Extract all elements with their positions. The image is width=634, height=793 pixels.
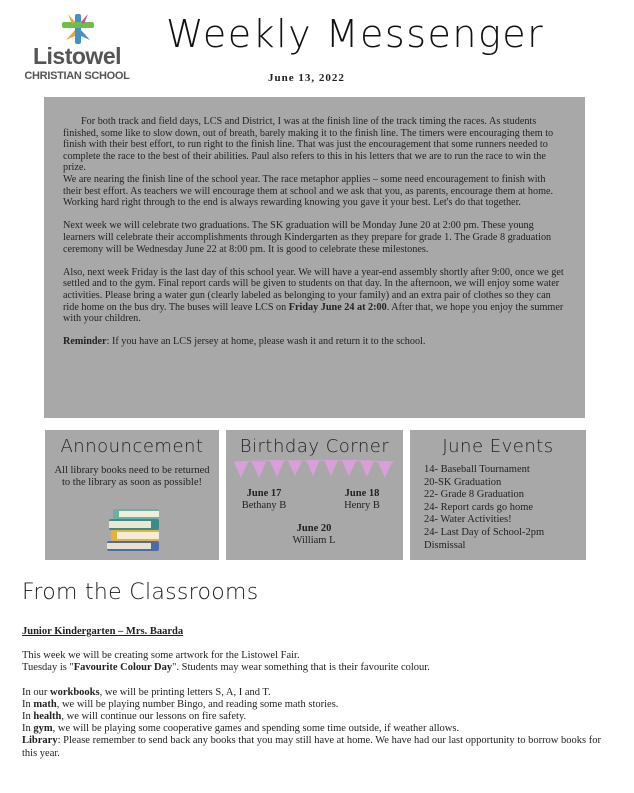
class-text: , we will be printing letters S, A, I and T. (99, 686, 271, 698)
birthday-name: Bethany B (241, 500, 287, 511)
birthday-name: William L (292, 535, 336, 546)
reminder-text: : If you have an LCS jersey at home, please wash it and return it to the school. (106, 336, 426, 348)
events-title: June Events (442, 436, 554, 457)
event-item: 20-SK Graduation (424, 476, 502, 488)
class-text: ". Students may wear something that is their favourite colour. (172, 662, 430, 674)
class-text: In (22, 711, 34, 722)
birthday-title: Birthday Corner (239, 436, 390, 457)
birthday-entry (330, 488, 394, 512)
class-line (22, 662, 612, 674)
class-emphasis: Favourite Colour Day (73, 662, 173, 674)
class-text: , we will be playing some cooperative games and spending some time outside, if weather allows. (52, 723, 460, 735)
issue-date: June 13, 2022 (268, 72, 345, 84)
letter-paragraph-3: Next week we will celebrate two graduations. The SK graduation will be Monday June 20 at 2:00 pm. These young learners will celebrate their accomplishments through Kindergarten as they prepare for grade 1. The Grade 8 graduation ceremony will be Wednesday June 22 at 8:00 pm. It is good to celebrate these milestones. (63, 220, 552, 255)
class-line (22, 699, 612, 711)
birthday-date: June 18 (344, 488, 380, 499)
class-line (22, 723, 612, 735)
event-item: 24- Report cards go home (424, 501, 534, 513)
birthday-date: June 17 (246, 488, 282, 499)
class-line: This week we will be creating some artwork for the Listowel Fair. (22, 650, 300, 661)
logo-subtitle: CHRISTIAN SCHOOL (24, 70, 130, 82)
birthday-date: June 20 (296, 523, 332, 534)
birthday-entry (232, 488, 296, 512)
announcement-title: Announcement (60, 436, 204, 457)
class-text: , we will be playing number Bingo, and reading some math stories. (56, 698, 339, 710)
announcement-text: All library books need to be returned to the library as soon as possible! (54, 465, 210, 488)
class-update (22, 650, 612, 760)
event-item: 14- Baseball Tournament (424, 464, 530, 475)
bunting-icon (234, 460, 394, 480)
class-emphasis: math (33, 698, 57, 710)
class-text: , we will continue our lessons on fire safety. (61, 711, 247, 722)
class-text: : Please remember to send back any books that you may still have at home. We have had our last opportunity to borrow books for this year. (22, 735, 601, 759)
birthday-entry (282, 523, 346, 547)
letter-text: . After that, we hope you enjoy the summer with your children. (63, 301, 564, 325)
class-emphasis: workbooks (50, 686, 100, 698)
class-text: Tuesday is " (22, 662, 74, 674)
logo-name: Listowel (32, 43, 121, 69)
letter-reminder (63, 336, 566, 348)
birthday-box (226, 430, 403, 560)
letter-paragraph-1: For both track and field days, LCS and District, I was at the finish line of the track timing the races. As students finished, some like to slow down, out of breath, barely making it to the finish line. The timers were encouraging them to finish with their best effort, to run right to the finish line. That was just the encouragement that some runners needed to complete the race to the best of their abilities. Paul also refers to this in his letters that we are to run the race to win the prize. (63, 116, 554, 174)
class-line (22, 711, 612, 723)
events-box (410, 430, 586, 560)
event-item: 24- Last Day of School-2pm Dismissal (424, 526, 545, 551)
class-text: In our (22, 686, 50, 698)
letter-paragraph-4 (63, 267, 566, 325)
letter-text: Also, next week Friday is the last day of this school year. We will have a year-end assembly shortly after 9:00, once we get settled and to the gym. Final report cards will be given to students on that day. In the afternoon, we will enjoy some water activities. Please bring a water gun (clearly labeled as belonging to your family) and an extra pair of clothes so they can ride home on the bus dry. The buses will leave LCS on (63, 266, 564, 313)
books-icon (105, 507, 163, 553)
class-text: In (22, 698, 34, 710)
letter-paragraph-2: We are nearing the finish line of the school year. The race metaphor applies – some need encouragement to finish with their best effort. As teachers we will encourage them at school and we ask that you, as parents, encourage them at home. Working hard right through to the end is always rewarding knowing you gave it your best. Let's do that together. (63, 173, 554, 209)
classrooms-title: From the Classrooms (22, 580, 259, 605)
class-emphasis: Library (22, 735, 58, 747)
class-text: In (22, 723, 34, 735)
class-emphasis: health (33, 711, 62, 722)
school-logo (22, 12, 132, 84)
class-emphasis: gym (33, 723, 53, 735)
class-heading: Junior Kindergarten – Mrs. Baarda (22, 626, 184, 637)
class-line (22, 735, 612, 759)
event-item: 24- Water Activities! (424, 514, 512, 526)
reminder-label: Reminder (63, 336, 107, 348)
event-item: 22- Grade 8 Graduation (424, 489, 525, 501)
events-list (424, 464, 580, 552)
letter-emphasis: Friday June 24 at 2:00 (288, 301, 387, 313)
class-line (22, 687, 612, 699)
newsletter-title: Weekly Messenger (166, 12, 545, 56)
logo-cross-icon (58, 12, 98, 46)
announcement-box (45, 430, 219, 560)
birthday-name: Henry B (344, 500, 380, 511)
principal-letter (44, 97, 585, 418)
